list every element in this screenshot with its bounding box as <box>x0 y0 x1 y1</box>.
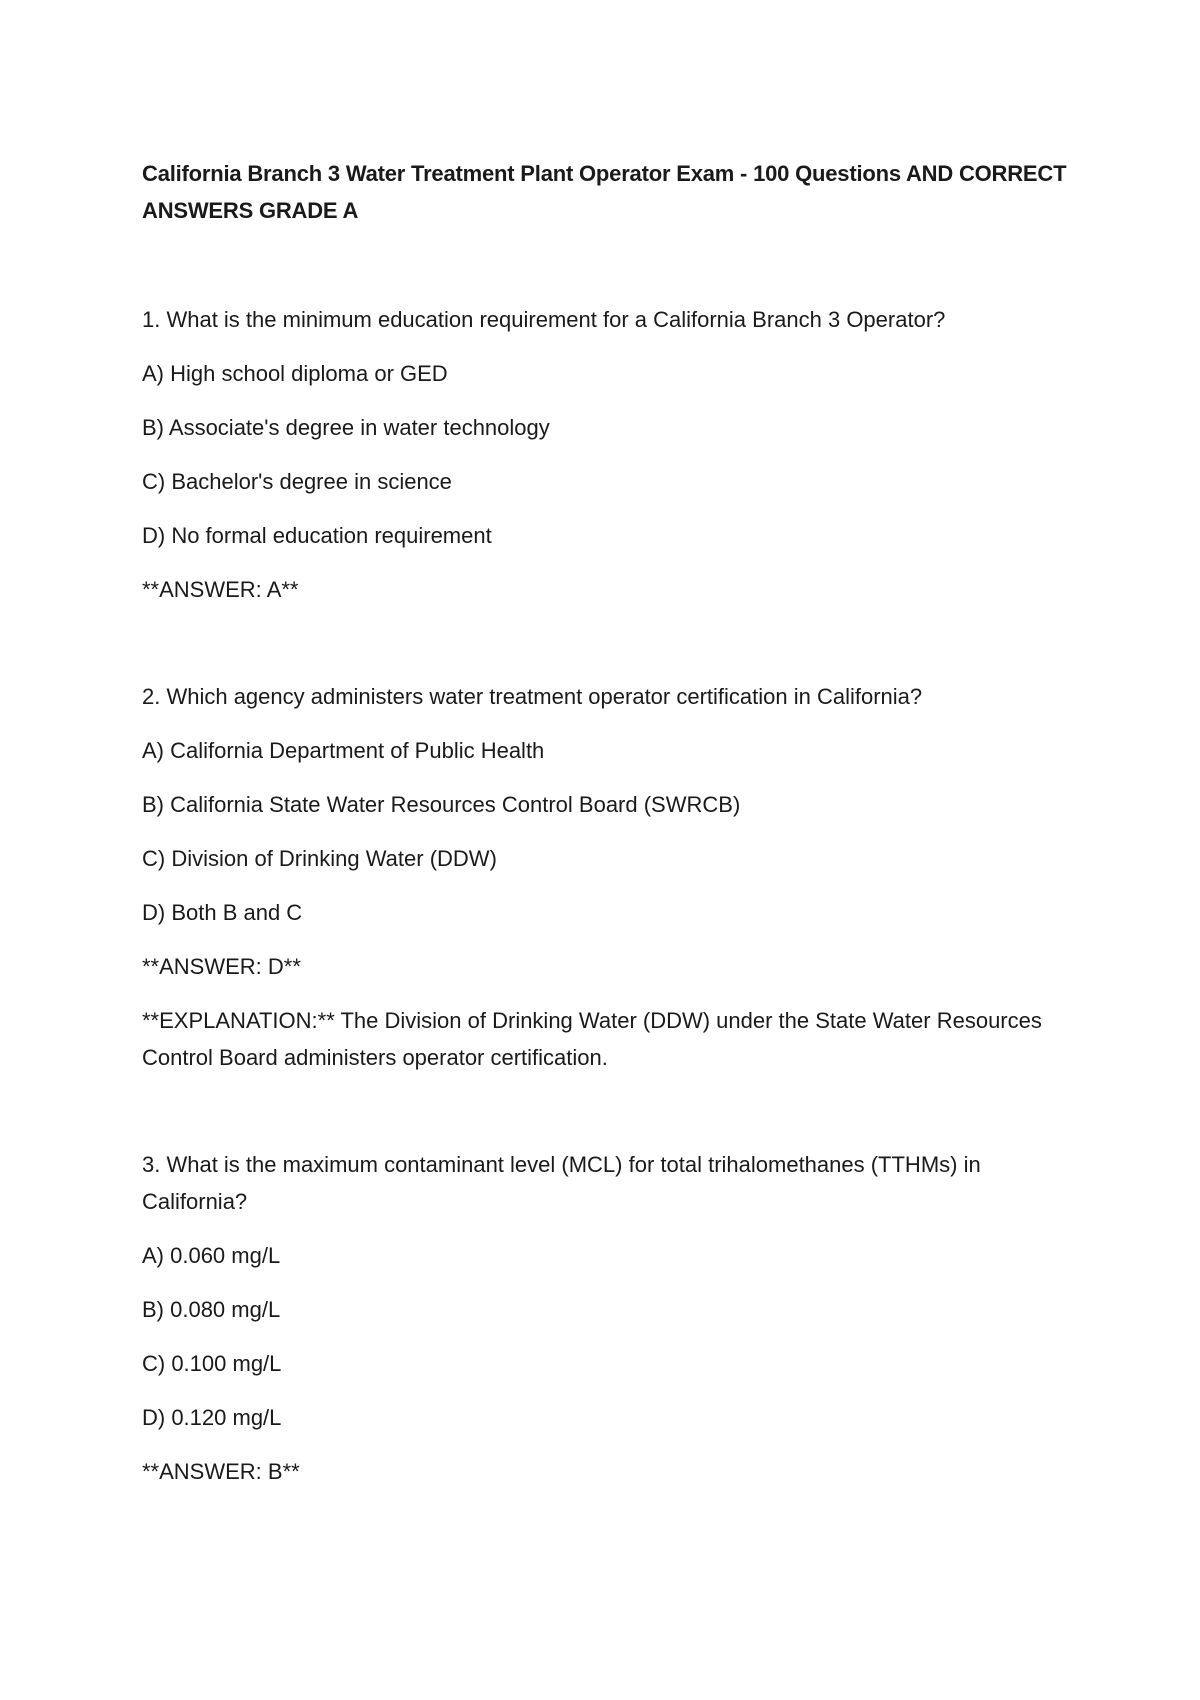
option-d: D) 0.120 mg/L <box>142 1405 282 1430</box>
option-b: B) Associate's degree in water technology <box>142 415 550 440</box>
option-c: C) 0.100 mg/L <box>142 1351 282 1376</box>
option-c: C) Bachelor's degree in science <box>142 469 452 494</box>
option-a: A) 0.060 mg/L <box>142 1243 281 1268</box>
question-text: 1. What is the minimum education requirement for a California Branch 3 Operator? <box>142 307 946 332</box>
answer-line: **ANSWER: A** <box>142 577 299 602</box>
option-d: D) No formal education requirement <box>142 523 492 548</box>
question-text: 2. Which agency administers water treatment operator certification in California? <box>142 684 923 709</box>
option-a: A) California Department of Public Health <box>142 738 545 763</box>
document-title: California Branch 3 Water Treatment Plant Operator Exam - 100 Questions AND CORRECT ANSWERS GRADE A <box>142 161 1067 223</box>
answer-line: **ANSWER: D** <box>142 954 301 979</box>
explanation-text: **EXPLANATION:** The Division of Drinking Water (DDW) under the State Water Resources Control Board administers operator certification. <box>142 1008 1042 1070</box>
answer-line: **ANSWER: B** <box>142 1459 300 1484</box>
question-1 <box>142 301 1072 608</box>
option-b: B) 0.080 mg/L <box>142 1297 281 1322</box>
question-text: 3. What is the maximum contaminant level (MCL) for total trihalomethanes (TTHMs) in California? <box>142 1152 981 1214</box>
option-c: C) Division of Drinking Water (DDW) <box>142 846 497 871</box>
option-a: A) High school diploma or GED <box>142 361 448 386</box>
option-b: B) California State Water Resources Control Board (SWRCB) <box>142 792 741 817</box>
document-page <box>142 155 1072 1490</box>
question-2 <box>142 678 1072 1076</box>
question-3 <box>142 1146 1072 1490</box>
option-d: D) Both B and C <box>142 900 303 925</box>
